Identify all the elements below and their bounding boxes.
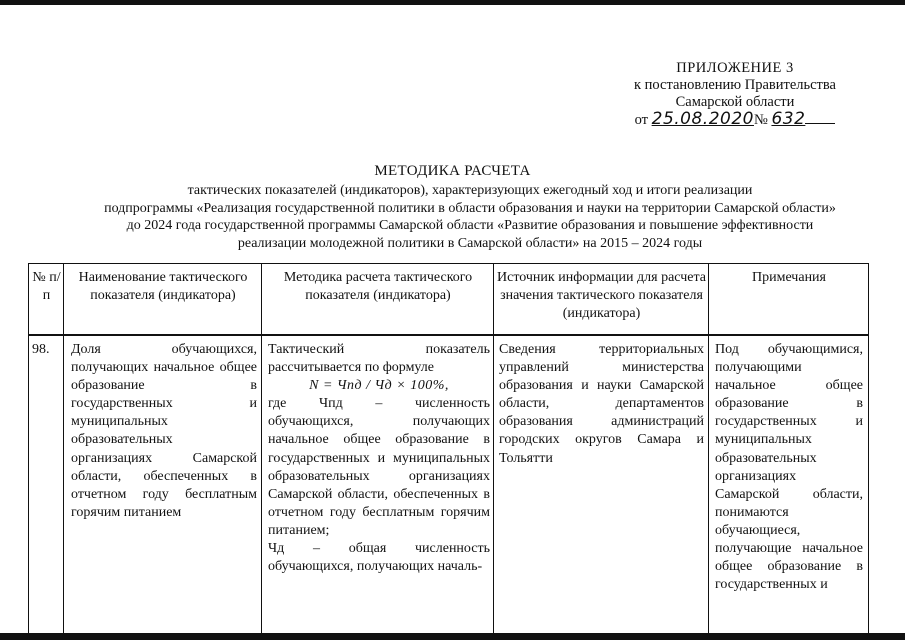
number-prefix: № (753, 112, 768, 128)
header-notes: Примечания (751, 270, 826, 285)
method-intro: Тактический показатель рассчитывается по формуле (268, 342, 490, 376)
subtitle-line: реализации молодежной политики в Самарской области» на 2015 – 2024 годы (237, 235, 703, 251)
subtitle-line: тактических показателей (индикаторов), характеризующих ежегодный ход и итоги реализации (187, 183, 753, 198)
methodology-title: МЕТОДИКА РАСЧЕТА (374, 163, 531, 179)
row-indicator-name: Доля обучающихся, получающих начальное общее образование в государственных и муниципальных образовательных организациях Самарской области, обеспеченных в отчетном году бесплатным горячим питанием (71, 342, 257, 520)
scan-border-bottom (0, 633, 905, 640)
method-where: где Чпд – численность обучающихся, получающих начальное общее образование в государственных и муниципальных образовательных организациях Самарской области, обеспеченных в отчетном году бесплатным горячим питанием; (268, 396, 490, 538)
subtitle-line: подпрограммы «Реализация государственной политики в области образования и науки на территории Самарской области» (104, 200, 836, 216)
header-divider (29, 334, 869, 336)
scan-border-top (0, 0, 905, 5)
indicator-table (28, 263, 869, 640)
row-source: Сведения территориальных управлений министерства образования и науки Самарской области, департаментов образования администраций городских округов Самара и Тольятти (499, 342, 704, 466)
appendix-date-line (560, 111, 905, 129)
appendix-title: ПРИЛОЖЕНИЕ 3 (676, 60, 794, 76)
appendix-line-1: к постановлению Правительства (634, 77, 836, 93)
row-number: 98. (32, 342, 50, 357)
header-number: № п/п (32, 270, 61, 303)
header-source: Источник информации для расчета значения тактического показателя (индикатора) (497, 270, 706, 321)
date-prefix: от (634, 112, 648, 128)
number-underline (805, 123, 835, 124)
column-number (29, 264, 64, 640)
row-notes: Под обучающимися, получающими начальное общее образование в государственных и муниципальных образовательных организациях Самарской области, понимаются обучающиеся, получающие начальное общее образование в государственных и (715, 342, 863, 593)
appendix-block (560, 60, 905, 129)
header-method: Методика расчета тактического показателя (индикатора) (283, 270, 473, 303)
subtitle-line: до 2024 года государственной программы Самарской области «Развитие образования и повышение эффективности (126, 218, 814, 233)
handwritten-date: 25.08.2020 (651, 109, 754, 129)
methodology-subtitle (40, 182, 900, 252)
method-total: Чд – общая численность обучающихся, получающих началь- (268, 541, 490, 575)
row-method (268, 341, 490, 576)
handwritten-number: 632 (771, 109, 806, 129)
header-name: Наименование тактического показателя (индикатора) (78, 270, 248, 303)
method-formula: N = Чпд / Чд × 100%, (309, 378, 449, 394)
appendix-line-2: Самарской области (675, 94, 795, 110)
